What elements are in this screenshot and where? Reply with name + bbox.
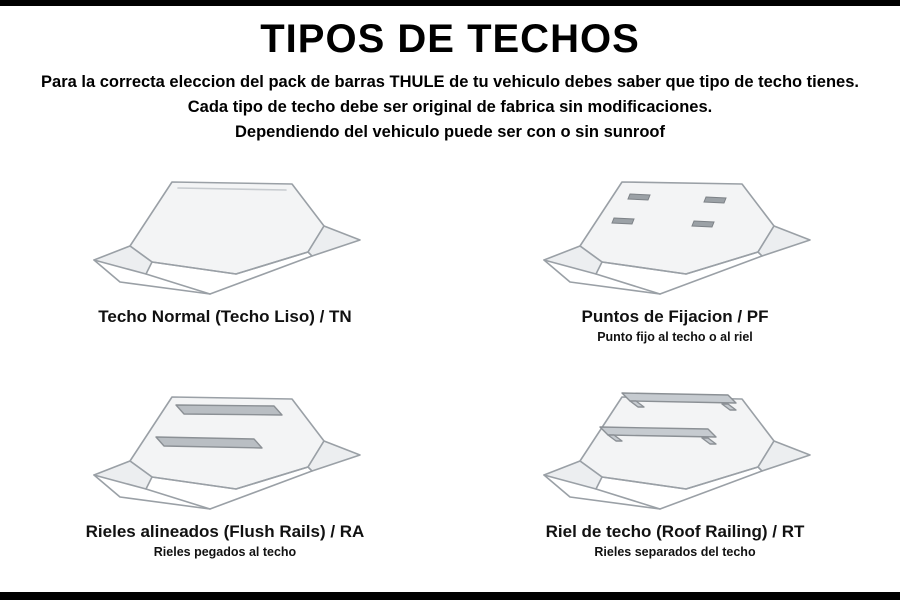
roof-type-card-rt <box>450 369 900 584</box>
roof-type-subcaption: Rieles separados del techo <box>594 545 756 559</box>
roof-type-card-pf <box>450 154 900 369</box>
roof-type-subcaption: Rieles pegados al techo <box>153 545 297 559</box>
roof-type-card-tn <box>0 154 450 369</box>
roof-type-subcaption: Punto fijo al techo o al riel <box>597 330 753 344</box>
page-title: TIPOS DE TECHOS <box>260 17 640 61</box>
subtitle-line-2: Cada tipo de techo debe ser original de fabrica sin modificaciones. <box>187 97 713 116</box>
roof-type-caption: Rieles alineados (Flush Rails) / RA <box>85 522 365 541</box>
car-roof-railing-icon <box>510 371 840 516</box>
subtitle-line-3: Dependiendo del vehiculo puede ser con o sin sunroof <box>235 122 665 141</box>
car-roof-flushrails-icon <box>60 371 390 516</box>
roof-type-caption: Riel de techo (Roof Railing) / RT <box>545 522 805 541</box>
roof-type-caption: Techo Normal (Techo Liso) / TN <box>98 307 352 326</box>
car-roof-plain-icon <box>60 156 390 301</box>
car-roof-fixpoints-icon <box>510 156 840 301</box>
roof-type-card-ra <box>0 369 450 584</box>
roof-types-grid <box>0 154 900 584</box>
subtitle-line-1: Para la correcta eleccion del pack de barras THULE de tu vehiculo debes saber que tipo de techo tienes. <box>41 73 859 91</box>
subtitle-block <box>0 70 900 144</box>
roof-type-caption: Puntos de Fijacion / PF <box>581 307 769 326</box>
